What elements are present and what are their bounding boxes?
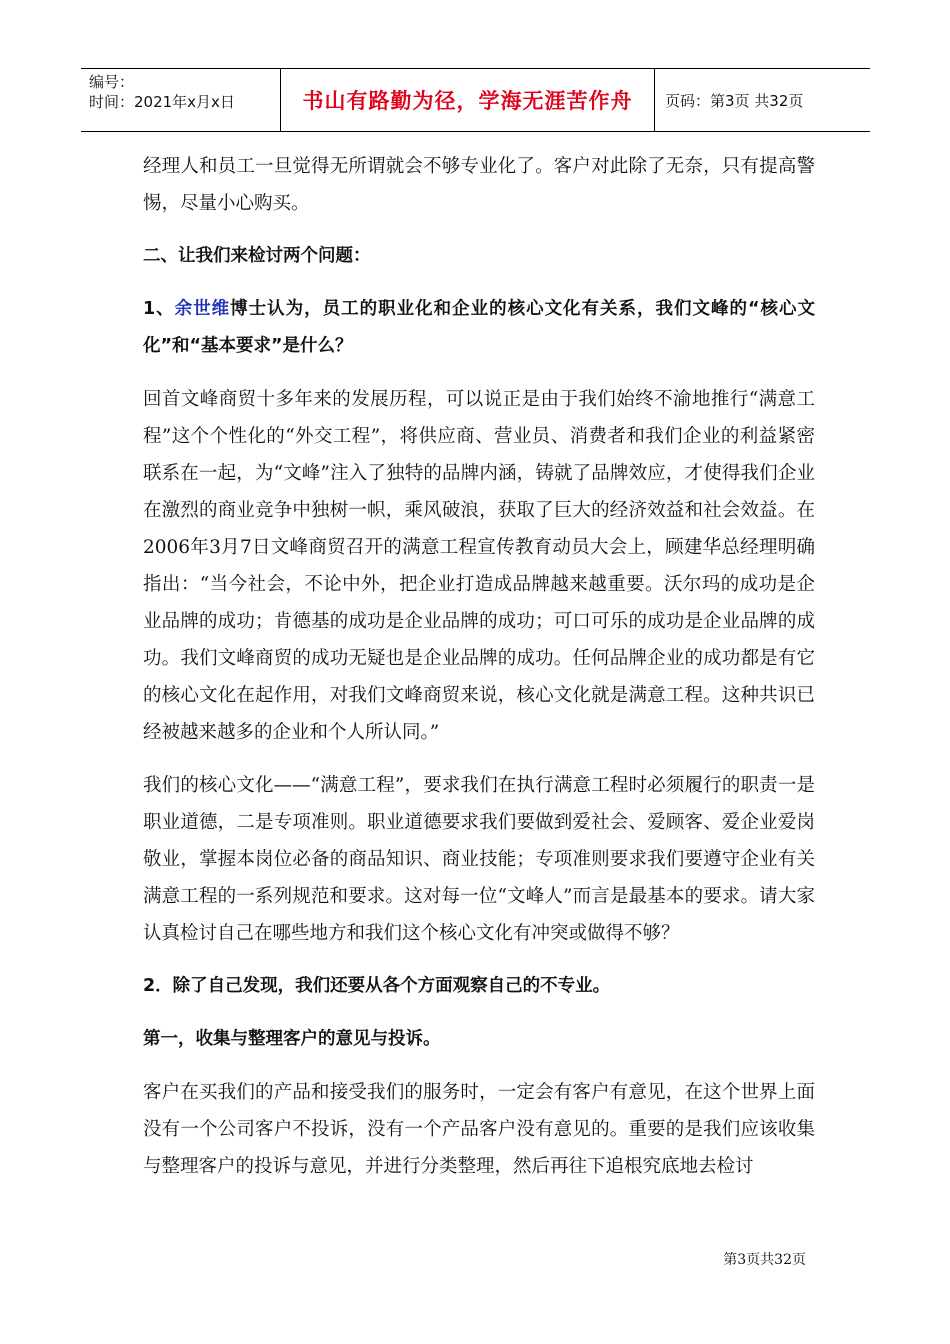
subsection-heading: 2．除了自己发现，我们还要从各个方面观察自己的不专业。 [143, 976, 611, 996]
header-motto: 书山有路勤为径，学海无涯苦作舟 [281, 69, 655, 131]
header-meta [81, 69, 281, 131]
document-number: 编号： [89, 73, 135, 91]
page-footer: 第3页共32页 [723, 1252, 806, 1268]
person-name-link[interactable]: 余世维 [174, 299, 231, 319]
question-text: 博士认为，员工的职业化和企业的核心文化有关系，我们文峰的“核心文化”和“基本要求”是什么？ [143, 299, 815, 356]
question-number: 1、 [143, 299, 175, 319]
paragraph: 我们的核心文化——“满意工程”，要求我们在执行满意工程时必须履行的职责一是职业道德，二是专项准则。职业道德要求我们要做到爱社会、爱顾客、爱企业爱岗敬业，掌握本岗位必备的商品知识、商业技能；专项准则要求我们要遵守企业有关满意工程的一系列规范和要求。这对每一位“文峰人”而言是最基本的要求。请大家认真检讨自己在哪些地方和我们这个核心文化有冲突或做得不够？ [143, 775, 815, 944]
paragraph: 客户在买我们的产品和接受我们的服务时，一定会有客户有意见，在这个世界上面没有一个公司客户不投诉，没有一个产品客户没有意见的。重要的是我们应该收集与整理客户的投诉与意见，并进行分类整理，然后再往下追根究底地去检讨 [143, 1082, 815, 1177]
question-heading [143, 291, 815, 365]
page-header [81, 68, 870, 132]
document-time: 时间：2021年x月x日 [89, 93, 235, 111]
paragraph: 经理人和员工一旦觉得无所谓就会不够专业化了。客户对此除了无奈，只有提高警惕，尽量小心购买。 [143, 156, 815, 214]
document-body [143, 148, 815, 1201]
header-page-info: 页码：第3页 共32页 [665, 91, 804, 110]
paragraph: 回首文峰商贸十多年来的发展历程，可以说正是由于我们始终不渝地推行“满意工程”这个个性化的“外交工程”，将供应商、营业员、消费者和我们企业的利益紧密联系在一起，为“文峰”注入了独特的品牌内涵，铸就了品牌效应，才使得我们企业在激烈的商业竞争中独树一帜，乘风破浪，获取了巨大的经济效益和社会效益。在2006年3月7日文峰商贸召开的满意工程宣传教育动员大会上，顾建华总经理明确指出：“当今社会，不论中外，把企业打造成品牌越来越重要。沃尔玛的成功是企业品牌的成功；肯德基的成功是企业品牌的成功；可口可乐的成功是企业品牌的成功。我们文峰商贸的成功无疑也是企业品牌的成功。任何品牌企业的成功都是有它的核心文化在起作用，对我们文峰商贸来说，核心文化就是满意工程。这种共识已经被越来越多的企业和个人所认同。” [143, 389, 815, 743]
section-heading: 二、让我们来检讨两个问题： [143, 246, 371, 266]
subsection-heading: 第一，收集与整理客户的意见与投诉。 [143, 1029, 441, 1049]
